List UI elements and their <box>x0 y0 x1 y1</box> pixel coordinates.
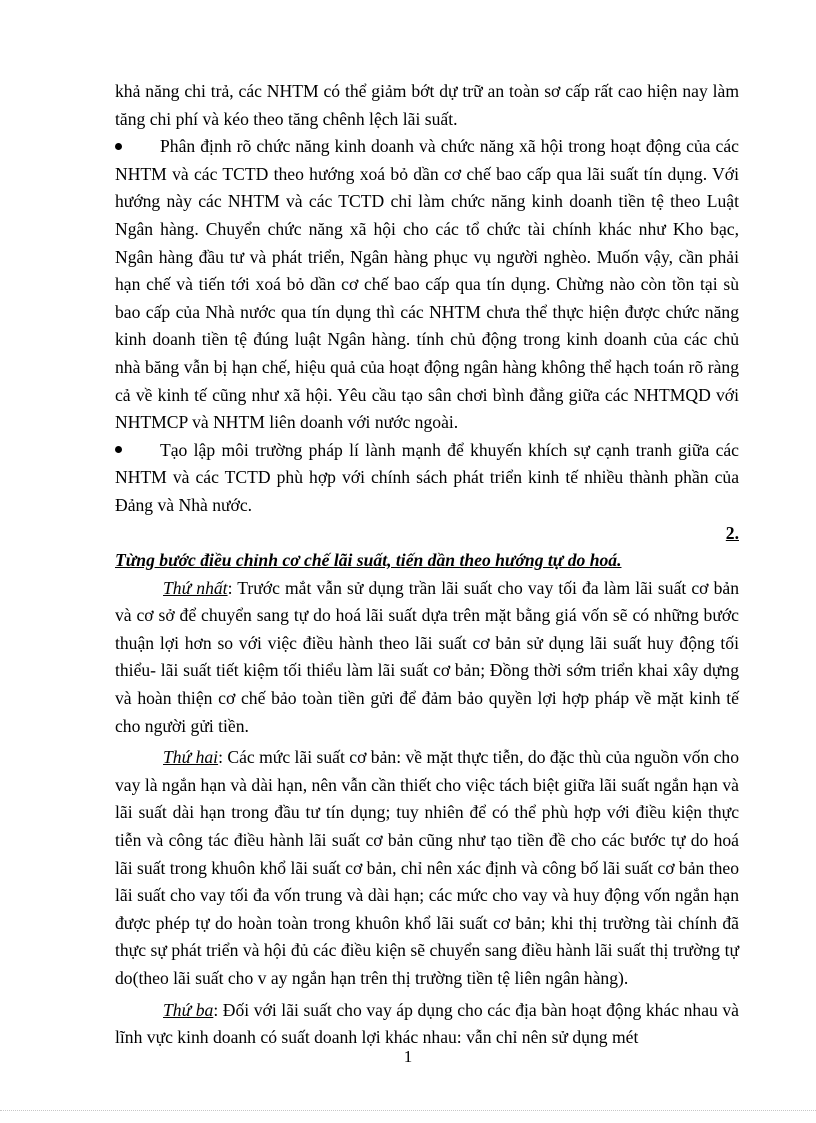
section-heading-row <box>115 520 739 548</box>
lead-thu-nhat: Thứ nhất <box>163 577 228 598</box>
footer-divider <box>0 1110 816 1111</box>
paragraph-1: khả năng chi trả, các NHTM có thể giảm bớt dự trữ an toàn sơ cấp rất cao hiện nay làm tăng chi phí và kéo theo tăng chênh lệch lãi suất. <box>115 81 739 129</box>
paragraph-thu-hai-text: : Các mức lãi suất cơ bản: về mặt thực tiễn, do đặc thù của nguồn vốn cho vay là ngắn hạn và dài hạn, nên vẫn cần thiết cho việc tách biệt giữa lãi suất ngắn hạn và lãi suất dài hạn trong đầu tư tín dụng; tuy nhiên để có thể phù hợp với điều kiện thực tiễn và công tác điều hành lãi suất cơ bản cũng như tạo tiền đề cho các bước tự do hoá lãi suất trong khuôn khổ lãi suất cơ bản, chỉ nên xác định và công bố lãi suất cơ bản theo lãi suất cho vay tối đa vốn trung và dài hạn; các mức cho vay và huy động vốn ngắn hạn được phép tự do hoàn toàn trong khuôn khổ lãi suất cơ bản; khi thị trường tài chính đã thực sự phát triển và hội đủ các điều kiện sẽ chuyển sang điều hành lãi suất thị trường tự do(theo lãi suất cho v ay ngắn hạn trên thị trường tiền tệ liên ngân hàng). <box>115 747 739 988</box>
paragraph-thu-ba <box>115 997 739 1052</box>
bullet-icon <box>115 446 122 453</box>
section-heading: Từng bước điều chỉnh cơ chế lãi suất, tiến dần theo hướng tự do hoá. <box>115 550 622 571</box>
paragraph-thu-nhat-text: : Trước mắt vẫn sử dụng trần lãi suất cho vay tối đa làm lãi suất cơ bản và cơ sở để chuyển sang tự do hoá lãi suất dựa trên mặt bằng giá vốn sẽ có những bước thuận lợi hơn so với việc điều hành theo lãi suất cơ bản sử dụng lãi suất huy động tối thiểu- lãi suất tiết kiệm tối thiểu làm lãi suất cơ bản; Đồng thời sớm triển khai xây dựng và hoàn thiện cơ chế bảo toàn tiền gửi để đảm bảo quyền lợi hợp pháp về mặt kinh tế cho người gửi tiền. <box>115 577 739 736</box>
paragraph-thu-nhat <box>115 575 739 741</box>
paragraph-2-text: Phân định rõ chức năng kinh doanh và chức năng xã hội trong hoạt động của các NHTM và các TCTD theo hướng xoá bỏ dần cơ chế bao cấp qua lãi suất tín dụng. Với hướng này các NHTM và các TCTD chỉ làm chức năng kinh doanh tiền tệ theo Luật Ngân hàng. Chuyển chức năng xã hội cho các tổ chức tài chính khác như Kho bạc, Ngân hàng đầu tư và phát triển, Ngân hàng phục vụ người nghèo. Muốn vậy, cần phải hạn chế và tiến tới xoá bỏ dần cơ chế bao cấp qua tín dụng. Chừng nào còn tồn tại sù bao cấp của Nhà nước qua tín dụng thì các NHTM chưa thể thực hiện được chức năng kinh doanh tiền tệ đúng luật Ngân hàng. tính chủ động trong kinh doanh của các chủ nhà băng vẫn bị hạn chế, hiệu quả của hoạt động ngân hàng không thể hạch toán rõ ràng cả về kinh tế cũng như xã hội. Yêu cầu tạo sân chơi bình đẳng giữa các NHTMQD với NHTMCP và NHTM liên doanh với nước ngoài. <box>115 136 739 433</box>
paragraph-3-text: Tạo lập môi trường pháp lí lành mạnh để khuyến khích sự cạnh tranh giữa các NHTM và các TCTD phù hợp với chính sách phát triển kinh tế nhiều thành phần của Đảng và Nhà nước. <box>115 439 739 515</box>
lead-thu-ba: Thứ ba <box>163 999 214 1020</box>
page-number: 1 <box>403 1047 413 1066</box>
bullet-icon <box>115 143 122 150</box>
section-number: 2. <box>725 522 739 543</box>
paragraph-thu-hai <box>115 744 739 992</box>
paragraph-thu-ba-text: : Đối với lãi suất cho vay áp dụng cho các địa bàn hoạt động khác nhau và lĩnh vực kinh doanh có suất doanh lợi khác nhau: vẫn chỉ nên sử dụng mét <box>115 999 739 1048</box>
document-page <box>115 78 739 1052</box>
bullet-paragraph-2 <box>115 133 739 437</box>
bullet-paragraph-3 <box>115 437 739 520</box>
lead-thu-hai: Thứ hai <box>163 747 219 768</box>
